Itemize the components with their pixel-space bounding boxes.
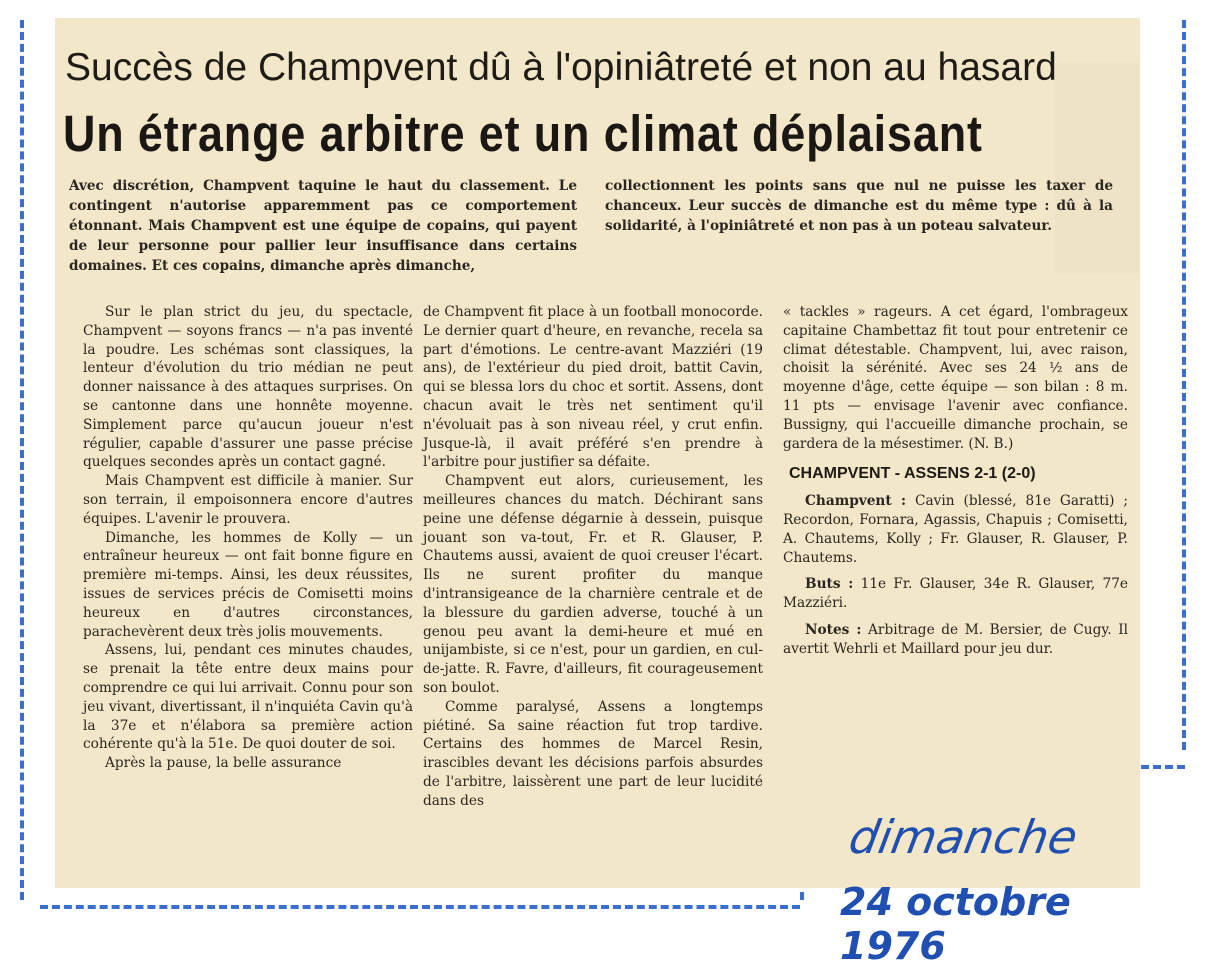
column-1 [83, 303, 413, 773]
handwritten-full-date: 24 octobre 1976 [840, 880, 1071, 968]
paragraph: Dimanche, les hommes de Kolly — un entraîneur heureux — ont fait bonne figure en première mi-temps. Ainsi, les deux réussites, issues de services précis de Comisetti moins heureux en d'autres circonstances, parachevèrent deux très jolis mouvements. [83, 529, 413, 640]
paragraph: « tackles » rageurs. A cet égard, l'ombrageux capitaine Chambettaz fit tout pour entretenir ce climat détestable. Champvent, lui, avec raison, choisit la sérénité. Avec ses 24 ½ ans de moyenne d'âge, cette équipe — son bilan : 8 m. 11 pts — envisage l'avenir avec confiance. Bussigny, qui l'accueille dimanche prochain, se gardera de la mésestimer. (N. B.) [783, 304, 1128, 452]
goals [783, 575, 1128, 613]
border-dash-right [1182, 20, 1186, 750]
paragraph: Sur le plan strict du jeu, du spectacle, Champvent — soyons francs — n'a pas inventé la poudre. Les schémas sont classiques, la lenteur d'évolution du trio médian ne peut donner naissance à des attaques surprises. On se cantonne dans une honnête moyenne. Simplement parce qu'aucun joueur n'est régulier, capable d'assurer une passe précise quelques secondes après un contact gagné. [83, 304, 413, 471]
lineup-text: Cavin (blessé, 81e Garatti) ; Recordon, Fornara, Agassis, Chapuis ; Comisetti, A. Chautems, Kolly ; Fr. Glauser, R. Glauser, P. Chautems. [783, 493, 1128, 566]
paragraph: de Champvent fit place à un football monocorde. Le dernier quart d'heure, en revanche, recela sa part d'émotions. Le centre-avant Mazziéri (19 ans), de l'extérieur du pied droit, battit Cavin, qui se blessa lors du choc et sortit. Assens, dont chacun avait le très net sentiment qu'il n'évoluait pas à son niveau réel, y crut enfin. Jusque-là, il avait préféré s'en prendre à l'arbitre pour justifier sa défaite. [423, 304, 763, 471]
border-dash-left [20, 20, 24, 900]
handwritten-day: dimanche [845, 810, 1082, 864]
show-through-area [1055, 63, 1140, 273]
goals-label: Buts : [805, 576, 854, 593]
lineup-label: Champvent : [805, 493, 907, 510]
paragraph: Comme paralysé, Assens a longtemps piétiné. Sa saine réaction fut trop tardive. Certains des hommes de Marcel Resin, irascibles devant les décisions parfois absurdes de l'arbitre, laissèrent une part de leur lucidité dans des [423, 698, 763, 809]
handwritten-date [825, 800, 1165, 968]
paragraph: Champvent eut alors, curieusement, les meilleures chances du match. Déchirant sans peine une défense dégarnie à dessein, puisque jouant son va-tout, Fr. et R. Glauser, P. Chautems aussi, avaient de quoi creuser l'écart. Ils ne surent profiter du manque d'intransigeance de la charnière centrale et de la blessure du gardien adverse, touché à un genou peu avant la demi-heure et mué en unijambiste, si ce n'est, pour un gardien, en cul-de-jatte. R. Favre, d'ailleurs, fit courageusement son boulot. [423, 473, 763, 696]
column-3 [783, 303, 1128, 659]
kicker: Succès de Champvent dû à l'opiniâtreté et non au hasard [65, 46, 1057, 89]
paragraph: Mais Champvent est difficile à manier. Sur son terrain, il empoisonnera encore d'autres équipes. L'avenir le prouvera. [83, 473, 413, 527]
chapeau-right: collectionnent les points sans que nul ne puisse les taxer de chanceux. Leur succès de dimanche est du même type : dû à la solidarité, à l'opiniâtreté et non pas à un poteau salvateur. [605, 178, 1113, 234]
newspaper-clipping [55, 18, 1140, 888]
paragraph: Après la pause, la belle assurance [105, 755, 342, 772]
match-result-title: CHAMPVENT - ASSENS 2-1 (2-0) [789, 465, 1036, 483]
border-dash-bottom [40, 905, 800, 909]
notes-label: Notes : [805, 621, 862, 638]
paragraph: Assens, lui, pendant ces minutes chaudes, se prenait la tête entre deux mains pour comprendre ce qui lui arrivait. Connu pour son jeu vivant, divertissant, il n'inquiéta Cavin qu'à la 37e et n'élabora sa première action cohérente qu'à la 51e. De quoi douter de soi. [83, 642, 413, 753]
notes-text: Arbitrage de M. Bersier, de Cugy. Il avertit Wehrli et Maillard pour jeu dur. [783, 621, 1128, 657]
notes [783, 621, 1128, 659]
headline: Un étrange arbitre et un climat déplaisant [63, 105, 983, 162]
column-2 [423, 303, 763, 811]
goals-text: 11e Fr. Glauser, 34e R. Glauser, 77e Mazziéri. [783, 576, 1128, 612]
chapeau-left: Avec discrétion, Champvent taquine le haut du classement. Le contingent n'autorise apparemment pas ce comportement étonnant. Mais Champvent est une équipe de copains, qui payent de leur personne pour pallier leur insuffisance dans certains domaines. Et ces copains, dimanche après dimanche, [69, 178, 577, 274]
lineup [783, 492, 1128, 567]
